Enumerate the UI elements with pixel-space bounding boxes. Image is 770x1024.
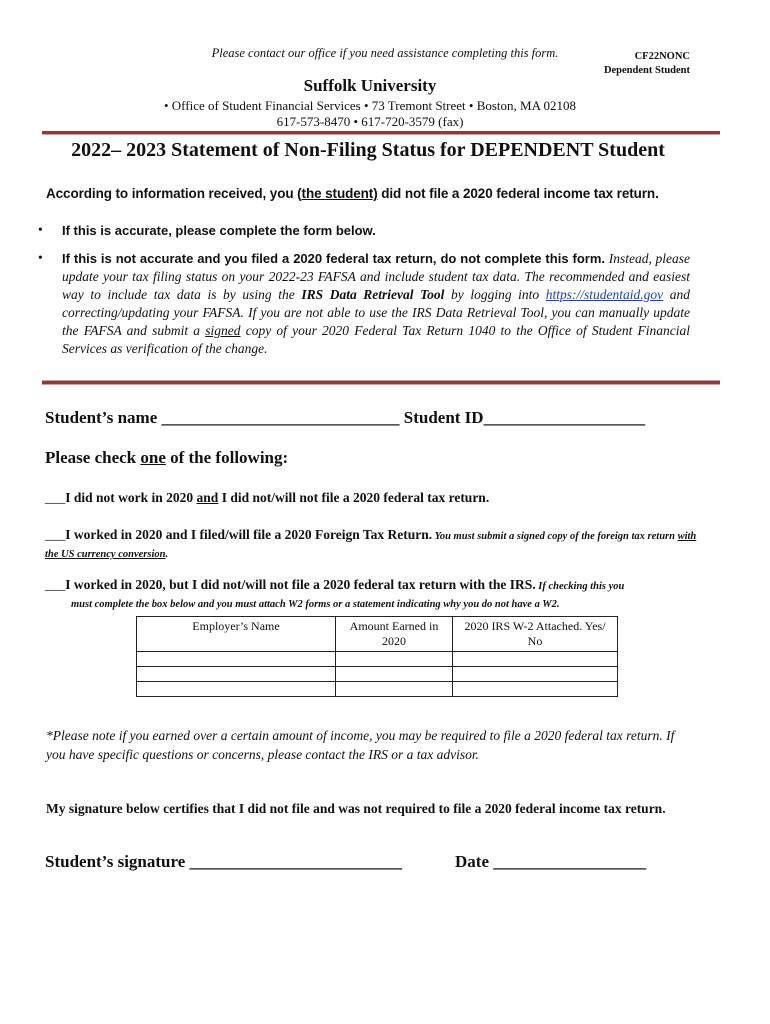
page-title: 2022– 2023 Statement of Non-Filing Status for DEPENDENT Student — [71, 139, 665, 161]
amount-cell[interactable] — [336, 667, 453, 682]
income-note: *Please note if you earned over a certain amount of income, you may be required to file a 2020 federal tax return. If you have specific questions or concerns, please contact the IRS or a tax advisor. — [46, 728, 675, 762]
bullet-icon: • — [38, 250, 43, 265]
date-blank[interactable]: __________________ — [493, 852, 647, 871]
bullet-not-accurate: If this is not accurate and you filed a 2020 federal tax return, do not complete this form. Instead, please update your tax filing status on your 2022-23 FAFSA and include student tax data. The recommended and easiest way to include tax data is by using the IRS Data Retrieval Tool by logging into https://studentaid.gov and correcting/updating your FAFSA. If you are not able to use the IRS Data Retrieval Tool, you can manually update the FAFSA and submit a signed copy of your 2020 Federal Tax Return 1040 to the Office of Student Financial Services as verification of the change. — [62, 251, 691, 356]
option-foreign-return[interactable]: ___I worked in 2020 and I filed/will file a 2020 Foreign Tax Return. You must submit a signed copy of the foreign tax return with the US currency conversion. — [45, 527, 697, 560]
employer-name-cell[interactable] — [137, 667, 336, 682]
w2-cell[interactable] — [453, 682, 618, 697]
check-prompt: Please check one of the following: — [45, 448, 289, 467]
section-divider — [42, 380, 720, 385]
table-row — [137, 652, 618, 667]
header-employer-name: Employer’s Name — [137, 617, 336, 652]
date-field[interactable] — [455, 852, 646, 872]
option-did-not-work[interactable]: ___I did not work in 2020 and I did not/will not file a 2020 federal tax return. — [45, 490, 490, 505]
option-checkbox-blank[interactable]: ___ — [45, 577, 66, 592]
signature-blank[interactable]: _________________________ — [189, 852, 403, 871]
employer-name-cell[interactable] — [137, 652, 336, 667]
table-row — [137, 682, 618, 697]
student-id-label: Student ID — [403, 408, 484, 427]
student-name-label: Student’s name — [45, 408, 158, 427]
university-name: Suffolk University — [303, 76, 437, 95]
intro-text: According to information received, you (the student) did not file a 2020 federal income tax return. — [46, 186, 659, 201]
header-divider — [42, 131, 720, 135]
intro-underlined: the student) — [301, 186, 378, 201]
date-label: Date — [455, 852, 489, 871]
student-name-blank[interactable]: ____________________________ — [161, 408, 400, 427]
amount-cell[interactable] — [336, 652, 453, 667]
form-code-id: CF22NONC — [634, 51, 690, 62]
table-header-row — [137, 617, 618, 652]
student-id-blank[interactable]: ___________________ — [483, 408, 646, 427]
bullet-icon: • — [38, 222, 43, 237]
studentaid-link[interactable]: https://studentaid.gov — [545, 287, 664, 302]
signature-field[interactable] — [45, 852, 402, 872]
bullet-accurate: If this is accurate, please complete the form below. — [62, 223, 376, 238]
phone-line: 617-573-8470 • 617-720-3579 (fax) — [276, 114, 464, 129]
w2-cell[interactable] — [453, 652, 618, 667]
form-code — [604, 50, 690, 78]
office-address — [0, 98, 740, 130]
option-checkbox-blank[interactable]: ___ — [45, 490, 66, 505]
employer-table — [136, 616, 618, 697]
address-line: • Office of Student Financial Services • 73 Tremont Street • Boston, MA 02108 — [163, 98, 577, 113]
signature-label: Student’s signature — [45, 852, 186, 871]
employer-name-cell[interactable] — [137, 682, 336, 697]
amount-cell[interactable] — [336, 682, 453, 697]
contact-note: Please contact our office if you need assistance completing this form. — [211, 46, 559, 60]
form-code-subtitle: Dependent Student — [603, 65, 690, 76]
table-row — [137, 667, 618, 682]
header-w2-attached: 2020 IRS W-2 Attached. Yes/ No — [453, 617, 618, 652]
header-amount-earned: Amount Earned in 2020 — [336, 617, 453, 652]
certification-text: My signature below certifies that I did not file and was not required to file a 2020 federal income tax return. — [46, 801, 666, 816]
w2-cell[interactable] — [453, 667, 618, 682]
option-worked-no-return[interactable]: ___I worked in 2020, but I did not/will not file a 2020 federal tax return with the IRS. If checking this you must complete the box below and you must attach W2 forms or a statement indicating why you do not have a W2. — [45, 577, 625, 610]
student-name-field[interactable] — [45, 408, 645, 428]
option-checkbox-blank[interactable]: ___ — [45, 527, 66, 542]
